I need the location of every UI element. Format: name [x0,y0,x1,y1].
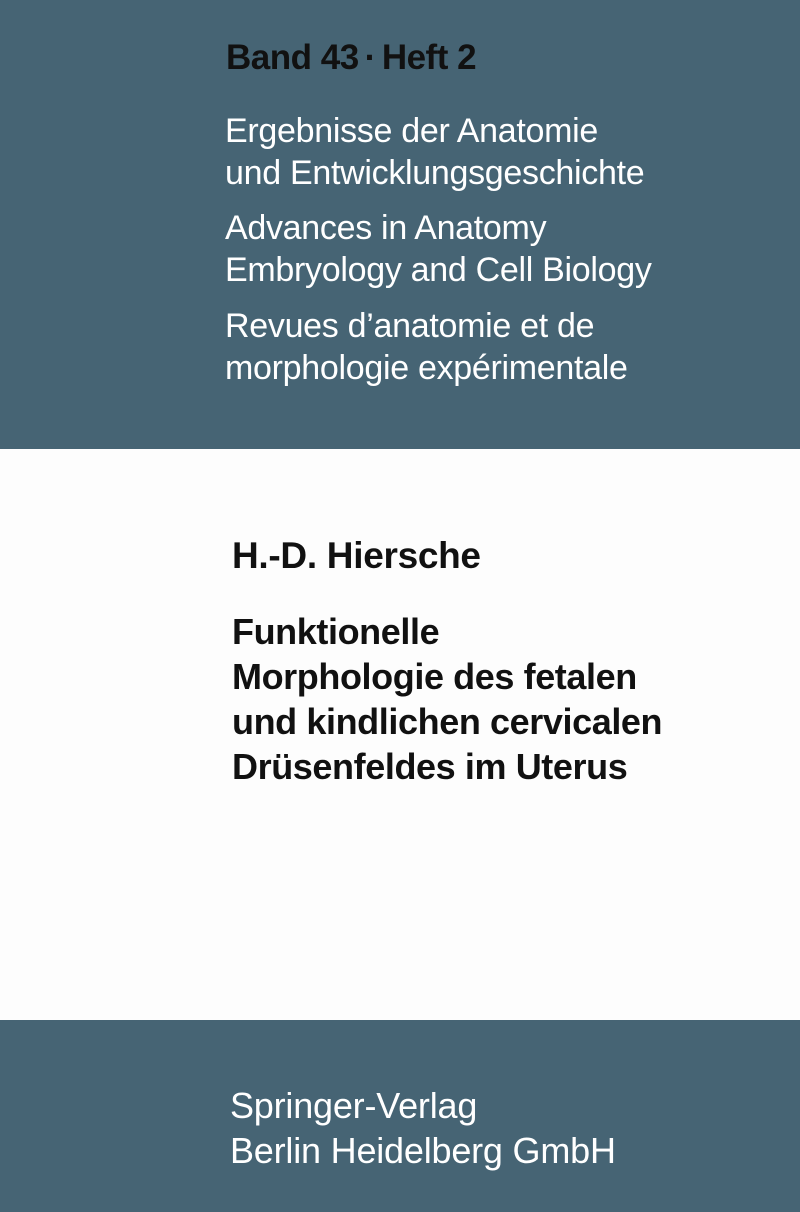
book-title-line: Morphologie des fetalen [232,656,637,697]
book-title-line: Drüsenfeldes im Uterus [232,746,628,787]
issue-label: Heft 2 [381,38,477,77]
book-title [232,609,792,789]
publisher-name: Springer-Verlag [230,1085,478,1126]
series-title-line: Ergebnisse der Anatomie [225,112,598,150]
series-title-english [225,207,785,291]
series-title-line: morphologie expérimentale [225,349,628,387]
publisher [230,1083,616,1173]
publisher-location: Berlin Heidelberg GmbH [230,1130,616,1171]
volume-issue [226,38,476,78]
series-title-line: Revues d’anatomie et de [225,307,595,345]
series-title-line: Embryology and Cell Biology [225,251,652,289]
series-title-french [225,305,785,389]
book-title-line: Funktionelle [232,611,440,652]
volume-label: Band 43 [226,38,359,77]
series-title-german [225,110,785,194]
series-title-line: Advances in Anatomy [225,209,547,247]
volume-separator: · [364,38,376,77]
book-title-line: und kindlichen cervicalen [232,701,663,742]
series-title-line: und Entwicklungsgeschichte [225,154,645,192]
author-name: H.-D. Hiersche [232,535,481,576]
